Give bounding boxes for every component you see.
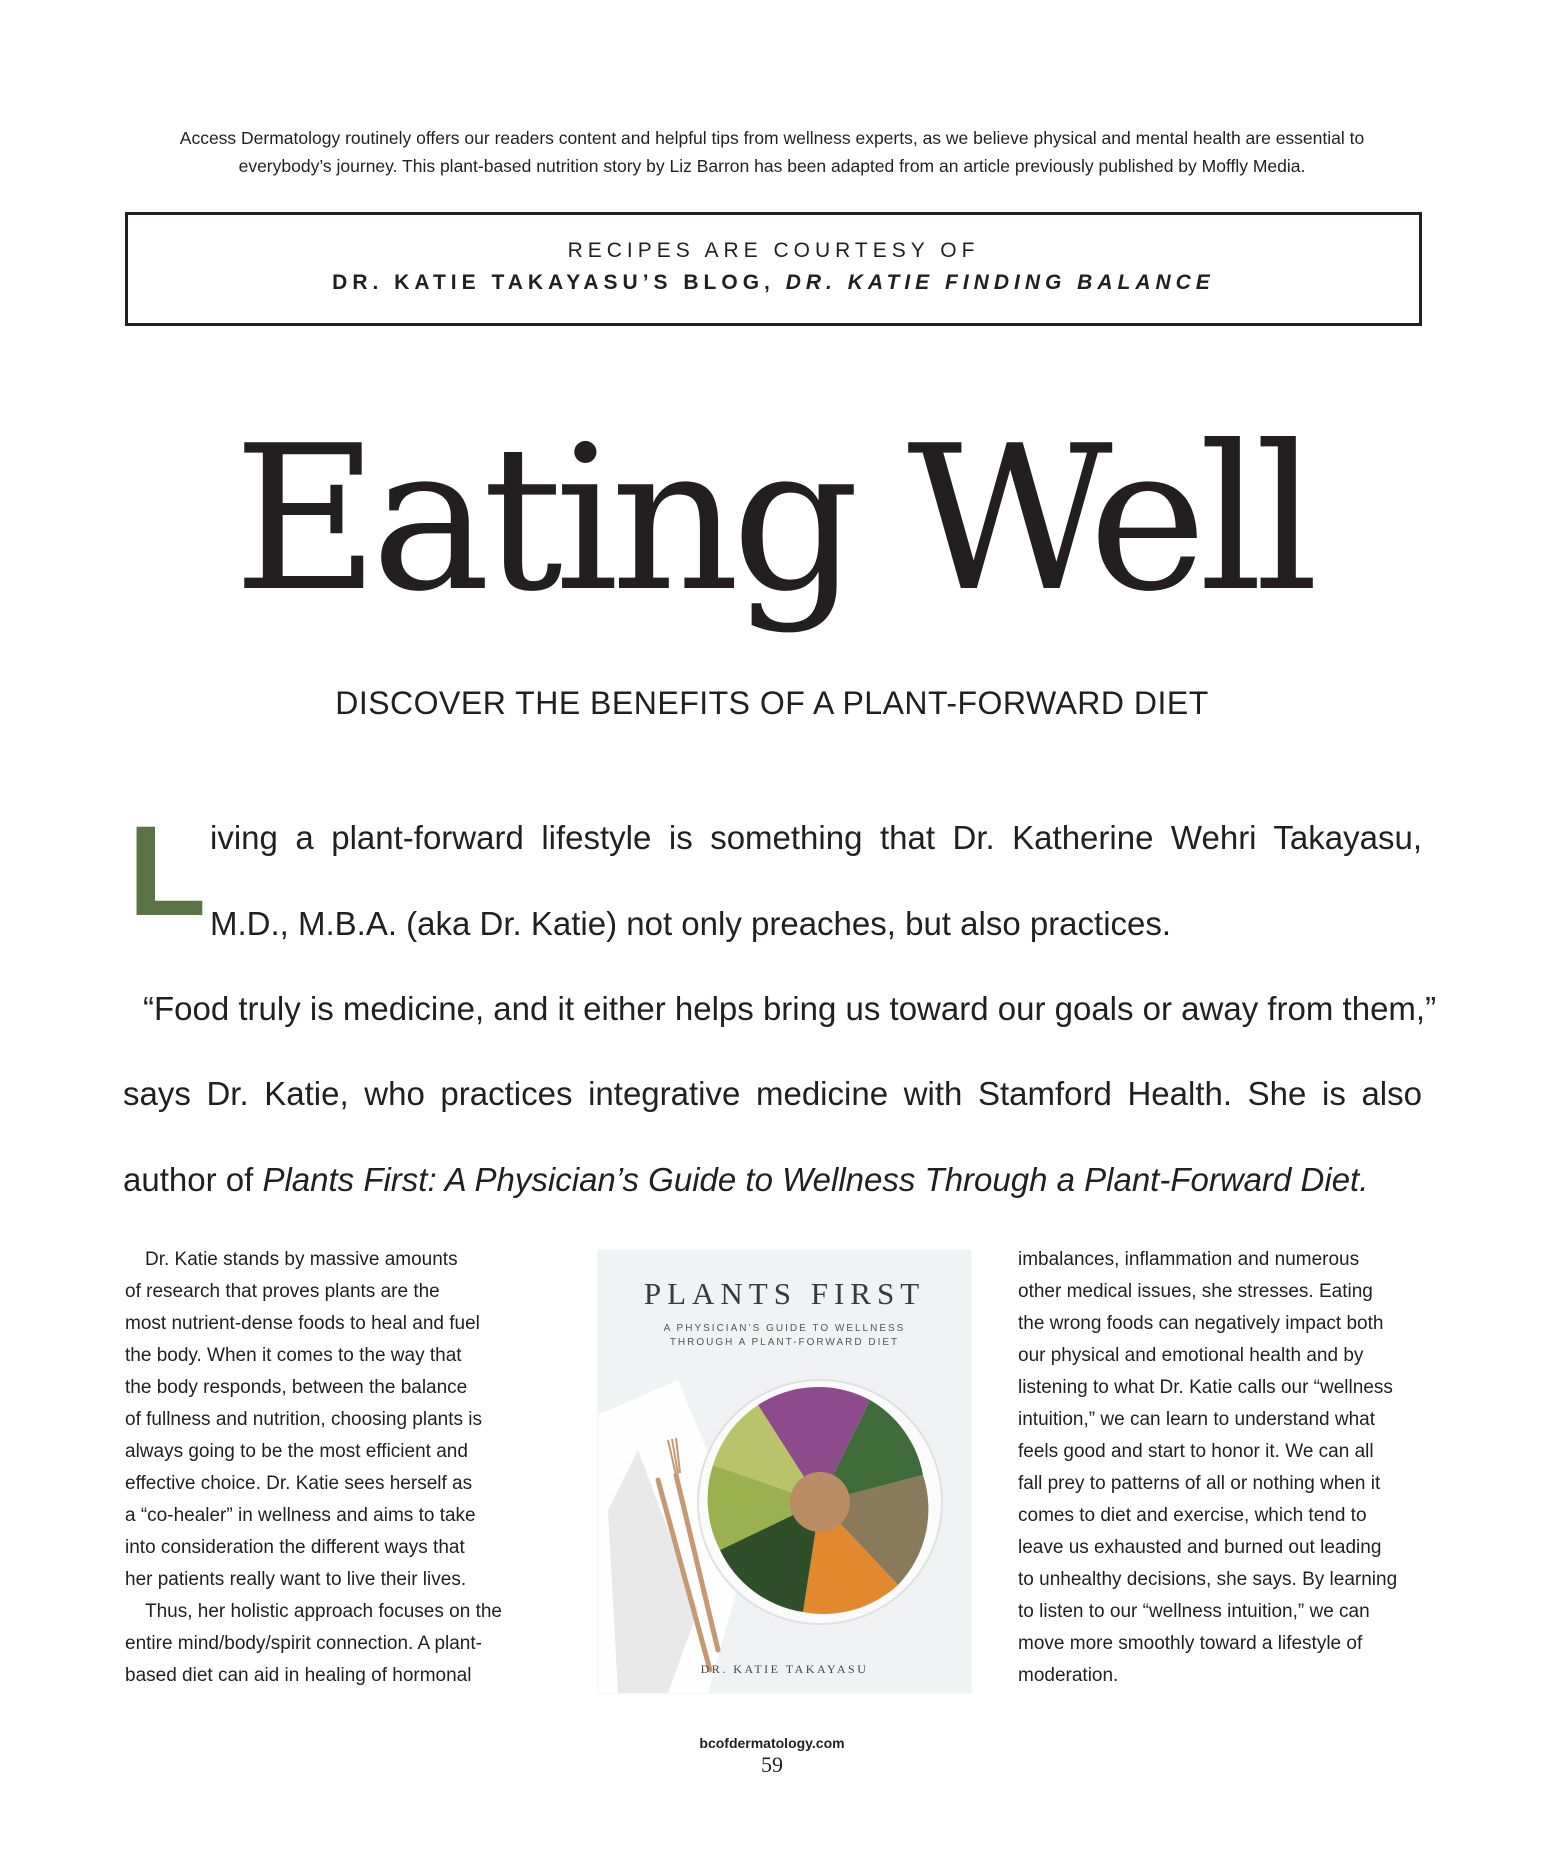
- credit-line-2: [128, 271, 1419, 295]
- lead-line-4: says Dr. Katie, who practices integrative medicine with Stamford Health. She is also: [123, 1075, 1422, 1112]
- text-line: Dr. Katie stands by massive amounts: [145, 1249, 458, 1270]
- credit-line-1: RECIPES ARE COURTESY OF: [567, 239, 980, 262]
- credit-blog-name: DR. KATIE TAKAYASU’S BLOG,: [332, 271, 786, 294]
- book-cover-image: [598, 1250, 971, 1693]
- text-line: feels good and start to honor it. We can all: [1018, 1441, 1374, 1462]
- text-line: a “co-healer” in wellness and aims to take: [125, 1505, 476, 1526]
- text-line: her patients really want to live their lives.: [125, 1569, 467, 1590]
- text-line: our physical and emotional health and by: [1018, 1345, 1364, 1366]
- text-line: move more smoothly toward a lifestyle of: [1018, 1633, 1363, 1654]
- text-line: most nutrient-dense foods to heal and fuel: [125, 1313, 480, 1334]
- right-column-paragraph: [1018, 1244, 1428, 1692]
- text-line: into consideration the different ways that: [125, 1537, 465, 1558]
- footer-website: bcofdermatology.com: [699, 1735, 845, 1751]
- book-cover-subtitle: [598, 1322, 971, 1350]
- text-line: intuition,” we can learn to understand what: [1018, 1409, 1375, 1430]
- text-line: leave us exhausted and burned out leading: [1018, 1537, 1382, 1558]
- lead-line-5: [123, 1160, 1368, 1200]
- recipe-credit-box: [125, 212, 1422, 326]
- text-line: listening to what Dr. Katie calls our “wellness: [1018, 1377, 1393, 1398]
- drop-cap: L: [128, 800, 207, 943]
- book-cover-author: DR. KATIE TAKAYASU: [700, 1662, 869, 1676]
- book-title-reference: Plants First: A Physician’s Guide to Wellness Through a Plant-Forward Diet.: [262, 1161, 1369, 1198]
- lead-line-3: “Food truly is medicine, and it either helps bring us toward our goals or away from them,”: [143, 990, 1437, 1027]
- right-column: [1018, 1244, 1428, 1692]
- text-line: the wrong foods can negatively impact both: [1018, 1313, 1384, 1334]
- text-line: the body. When it comes to the way that: [125, 1345, 462, 1366]
- book-cover-title: PLANTS FIRST: [643, 1276, 926, 1311]
- intro-line-1: Access Dermatology routinely offers our readers content and helpful tips from wellness experts, as we believe physical and mental health are essential to: [179, 128, 1365, 148]
- text-line: entire mind/body/spirit connection. A plant-: [125, 1633, 482, 1654]
- text-line: effective choice. Dr. Katie sees herself as: [125, 1473, 473, 1494]
- text-line: based diet can aid in healing of hormonal: [125, 1665, 472, 1686]
- text-line: moderation.: [1018, 1665, 1119, 1686]
- intro-note: [150, 124, 1394, 180]
- text-line: fall prey to patterns of all or nothing when it: [1018, 1473, 1381, 1494]
- page-title: Eating Well: [233, 403, 1311, 636]
- credit-blog-title: DR. KATIE FINDING BALANCE: [785, 271, 1215, 294]
- text-line: to unhealthy decisions, she says. By learning: [1018, 1569, 1398, 1590]
- text-line: other medical issues, she stresses. Eating: [1018, 1281, 1373, 1302]
- left-column: [125, 1244, 570, 1692]
- text-line: comes to diet and exercise, which tend to: [1018, 1505, 1367, 1526]
- text-line: imbalances, inflammation and numerous: [1018, 1249, 1360, 1270]
- text-line: of research that proves plants are the: [125, 1281, 440, 1302]
- lead-line-2: M.D., M.B.A. (aka Dr. Katie) not only preaches, but also practices.: [210, 905, 1172, 942]
- intro-line-2: everybody’s journey. This plant-based nutrition story by Liz Barron has been adapted from an article previously published by Moffly Media.: [238, 156, 1306, 176]
- text-line: the body responds, between the balance: [125, 1377, 468, 1398]
- subheadline: DISCOVER THE BENEFITS OF A PLANT-FORWARD DIET: [335, 685, 1209, 721]
- book-cover-subtitle-line-2: THROUGH A PLANT-FORWARD DIET: [669, 1337, 900, 1348]
- book-cover-subtitle-line-1: A PHYSICIAN’S GUIDE TO WELLNESS: [663, 1323, 906, 1334]
- text-line: of fullness and nutrition, choosing plants is: [125, 1409, 482, 1430]
- left-column-paragraph-1: [125, 1244, 570, 1596]
- book-cover-photo: [598, 1250, 971, 1693]
- page-number: 59: [761, 1752, 783, 1777]
- text-line: to listen to our “wellness intuition,” we can: [1018, 1601, 1370, 1622]
- text-line: always going to be the most efficient and: [125, 1441, 468, 1462]
- text-line: Thus, her holistic approach focuses on the: [145, 1601, 502, 1622]
- lead-line-1: iving a plant-forward lifestyle is something that Dr. Katherine Wehri Takayasu,: [210, 819, 1422, 856]
- lead-line-5-text: author of: [123, 1161, 263, 1198]
- left-column-paragraph-2: [125, 1596, 570, 1692]
